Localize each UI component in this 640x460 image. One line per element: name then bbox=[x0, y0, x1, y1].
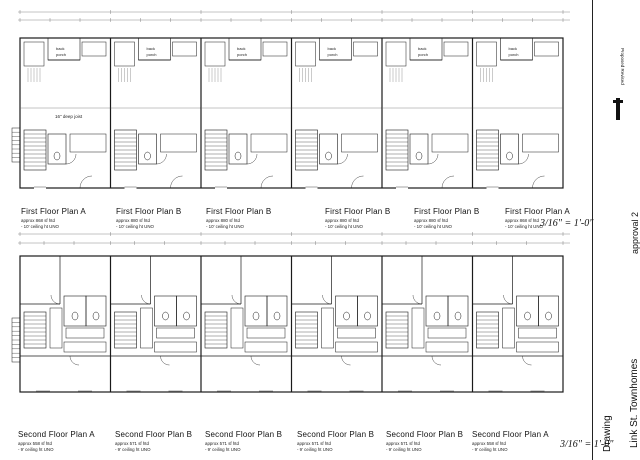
toilet-fixture bbox=[163, 312, 169, 320]
porch-label-line2: porch bbox=[327, 52, 338, 57]
title-block-drawing: Drawing bbox=[602, 415, 613, 452]
second-floor-plan-title: Second Floor Plan A bbox=[18, 430, 95, 439]
front-door-swing bbox=[80, 176, 92, 188]
stair-outline bbox=[386, 312, 408, 348]
joist-label: 16" deep joist bbox=[55, 114, 83, 119]
closet bbox=[322, 308, 334, 348]
pantry-room bbox=[82, 42, 106, 56]
second-floor-plan-area: approx 558 sf htd bbox=[18, 441, 52, 446]
stair-outline bbox=[477, 312, 499, 348]
first-floor-plan-title: First Floor Plan A bbox=[505, 207, 570, 216]
second-floor-plan-title: Second Floor Plan A bbox=[472, 430, 549, 439]
bathtub bbox=[157, 328, 195, 338]
bathroom bbox=[358, 296, 378, 326]
powder-room bbox=[139, 134, 157, 164]
door-swing bbox=[428, 154, 438, 164]
toilet-fixture bbox=[72, 312, 78, 320]
porch-label-line1: back bbox=[327, 46, 336, 51]
coat-closet bbox=[342, 134, 378, 152]
door-swing bbox=[142, 295, 151, 304]
second-floor-plan-ceiling: - 9' ceiling ht UNO bbox=[297, 447, 333, 452]
toilet-fixture bbox=[184, 312, 190, 320]
coat-closet bbox=[161, 134, 197, 152]
company-logo bbox=[613, 98, 623, 120]
bathtub bbox=[519, 328, 557, 338]
toilet-fixture bbox=[326, 152, 332, 160]
bathroom bbox=[86, 296, 106, 326]
bathroom bbox=[336, 296, 358, 326]
first-floor-plan-area: approx 880 sf htd bbox=[414, 218, 448, 223]
toilet-fixture bbox=[546, 312, 552, 320]
pantry-room bbox=[444, 42, 468, 56]
door-swing bbox=[251, 356, 260, 365]
scale-first-floor: 3/16" = 1'-0" bbox=[540, 218, 594, 229]
porch-label-line1: back bbox=[56, 46, 65, 51]
coat-closet bbox=[251, 134, 287, 152]
toilet-fixture bbox=[54, 152, 60, 160]
door-swing bbox=[523, 356, 532, 365]
bathroom bbox=[539, 296, 559, 326]
toilet-fixture bbox=[525, 312, 531, 320]
door-swing bbox=[232, 295, 241, 304]
door-swing bbox=[432, 356, 441, 365]
door-swing bbox=[342, 356, 351, 365]
first-floor-plan-ceiling: - 10' ceiling ht UNO bbox=[206, 224, 244, 229]
porch-label-line2: porch bbox=[508, 52, 519, 57]
toilet-fixture bbox=[93, 312, 99, 320]
toilet-fixture bbox=[365, 312, 371, 320]
first-floor-plan-title: First Floor Plan B bbox=[414, 207, 480, 216]
porch-label-line1: back bbox=[237, 46, 246, 51]
stair-outline bbox=[24, 312, 46, 348]
coat-closet bbox=[70, 134, 106, 152]
porch-label-line1: back bbox=[508, 46, 517, 51]
title-block-project: Link St. Townhomes bbox=[629, 358, 640, 448]
pantry-room bbox=[535, 42, 559, 56]
toilet-fixture bbox=[253, 312, 259, 320]
door-swing bbox=[66, 154, 76, 164]
bathroom bbox=[448, 296, 468, 326]
door-swing bbox=[70, 356, 79, 365]
mechanical-room bbox=[24, 42, 44, 66]
laundry-closet bbox=[426, 342, 468, 352]
bathroom bbox=[64, 296, 86, 326]
mechanical-room bbox=[296, 42, 316, 66]
bathtub bbox=[66, 328, 104, 338]
bathroom bbox=[267, 296, 287, 326]
pantry-room bbox=[263, 42, 287, 56]
bathtub bbox=[338, 328, 376, 338]
closet bbox=[231, 308, 243, 348]
door-swing bbox=[157, 154, 167, 164]
powder-room bbox=[48, 134, 66, 164]
mechanical-room bbox=[477, 42, 497, 66]
toilet-fixture bbox=[507, 152, 513, 160]
door-swing bbox=[519, 154, 529, 164]
first-floor-plan-ceiling: - 10' ceiling ht UNO bbox=[116, 224, 154, 229]
door-swing bbox=[413, 295, 422, 304]
bathroom bbox=[517, 296, 539, 326]
second-floor-plan-ceiling: - 9' ceiling ht UNO bbox=[205, 447, 241, 452]
coat-closet bbox=[432, 134, 468, 152]
coat-closet bbox=[523, 134, 559, 152]
bathtub bbox=[247, 328, 285, 338]
front-door-swing bbox=[533, 176, 545, 188]
stair-outline bbox=[205, 312, 227, 348]
bathroom bbox=[245, 296, 267, 326]
laundry-closet bbox=[64, 342, 106, 352]
first-floor-plan-area: approx 880 sf htd bbox=[325, 218, 359, 223]
second-floor-plan-ceiling: - 9' ceiling ht UNO bbox=[18, 447, 54, 452]
laundry-closet bbox=[517, 342, 559, 352]
first-floor-plan-title: First Floor Plan B bbox=[325, 207, 391, 216]
title-block-top-note: Proposed Revised bbox=[620, 48, 625, 85]
porch-label-line2: porch bbox=[418, 52, 429, 57]
second-floor-plan-area: approx 571 sf htd bbox=[297, 441, 331, 446]
front-door-swing bbox=[261, 176, 273, 188]
second-floor-plan-title: Second Floor Plan B bbox=[205, 430, 283, 439]
porch-label-line2: porch bbox=[146, 52, 157, 57]
toilet-fixture bbox=[235, 152, 241, 160]
first-floor-plan-area: approx 868 sf htd bbox=[505, 218, 539, 223]
first-floor-plan-area: approx 880 sf htd bbox=[206, 218, 240, 223]
powder-room bbox=[410, 134, 428, 164]
toilet-fixture bbox=[274, 312, 280, 320]
porch-label-line2: porch bbox=[237, 52, 248, 57]
door-swing bbox=[338, 154, 348, 164]
second-floor-plan-area: approx 558 sf htd bbox=[472, 441, 506, 446]
title-block-approval: approval 2 bbox=[630, 211, 640, 254]
first-floor-plan-title: First Floor Plan B bbox=[116, 207, 182, 216]
powder-room bbox=[229, 134, 247, 164]
stair-outline bbox=[115, 312, 137, 348]
first-floor-plan-ceiling: - 10' ceiling ht UNO bbox=[21, 224, 59, 229]
first-floor-plan-title: First Floor Plan A bbox=[21, 207, 86, 216]
title-block bbox=[592, 0, 640, 460]
second-floor-plan-area: approx 571 sf htd bbox=[205, 441, 239, 446]
toilet-fixture bbox=[344, 312, 350, 320]
second-floor-plan-ceiling: - 9' ceiling ht UNO bbox=[386, 447, 422, 452]
first-floor-plan-ceiling: - 10' ceiling ht UNO bbox=[505, 224, 543, 229]
front-door-swing bbox=[171, 176, 183, 188]
laundry-closet bbox=[155, 342, 197, 352]
closet bbox=[412, 308, 424, 348]
porch-label-line1: back bbox=[418, 46, 427, 51]
pantry-room bbox=[354, 42, 378, 56]
first-floor-plan-ceiling: - 10' ceiling ht UNO bbox=[414, 224, 452, 229]
door-swing bbox=[247, 154, 257, 164]
closet bbox=[503, 308, 515, 348]
second-floor-plan-ceiling: - 9' ceiling ht UNO bbox=[472, 447, 508, 452]
porch-label-line1: back bbox=[146, 46, 155, 51]
door-swing bbox=[51, 295, 60, 304]
scale-second-floor: 3/16" = 1'-0" bbox=[560, 439, 614, 450]
pantry-room bbox=[173, 42, 197, 56]
second-floor-plan-title: Second Floor Plan B bbox=[386, 430, 464, 439]
second-floor-plan-title: Second Floor Plan B bbox=[297, 430, 375, 439]
front-door-swing bbox=[352, 176, 364, 188]
toilet-fixture bbox=[455, 312, 461, 320]
first-floor-plan-title: First Floor Plan B bbox=[206, 207, 272, 216]
toilet-fixture bbox=[416, 152, 422, 160]
porch-label-line2: porch bbox=[56, 52, 67, 57]
door-swing bbox=[504, 295, 513, 304]
toilet-fixture bbox=[434, 312, 440, 320]
powder-room bbox=[501, 134, 519, 164]
laundry-closet bbox=[245, 342, 287, 352]
bathroom bbox=[177, 296, 197, 326]
powder-room bbox=[320, 134, 338, 164]
toilet-fixture bbox=[145, 152, 151, 160]
second-floor-plan-area: approx 571 sf htd bbox=[115, 441, 149, 446]
closet bbox=[141, 308, 153, 348]
mechanical-room bbox=[115, 42, 135, 66]
laundry-closet bbox=[336, 342, 378, 352]
stair-outline bbox=[296, 312, 318, 348]
bathtub bbox=[428, 328, 466, 338]
second-floor-plan-ceiling: - 9' ceiling ht UNO bbox=[115, 447, 151, 452]
bathroom bbox=[155, 296, 177, 326]
bathroom bbox=[426, 296, 448, 326]
first-floor-plan-area: approx 880 sf htd bbox=[116, 218, 150, 223]
second-floor-plan-area: approx 571 sf htd bbox=[386, 441, 420, 446]
door-swing bbox=[323, 295, 332, 304]
second-floor-plan-title: Second Floor Plan B bbox=[115, 430, 193, 439]
mechanical-room bbox=[386, 42, 406, 66]
door-swing bbox=[161, 356, 170, 365]
first-floor-plan-ceiling: - 10' ceiling ht UNO bbox=[325, 224, 363, 229]
closet bbox=[50, 308, 62, 348]
mechanical-room bbox=[205, 42, 225, 66]
side-stair bbox=[12, 128, 20, 162]
front-door-swing bbox=[442, 176, 454, 188]
first-floor-plan-area: approx 868 sf htd bbox=[21, 218, 55, 223]
